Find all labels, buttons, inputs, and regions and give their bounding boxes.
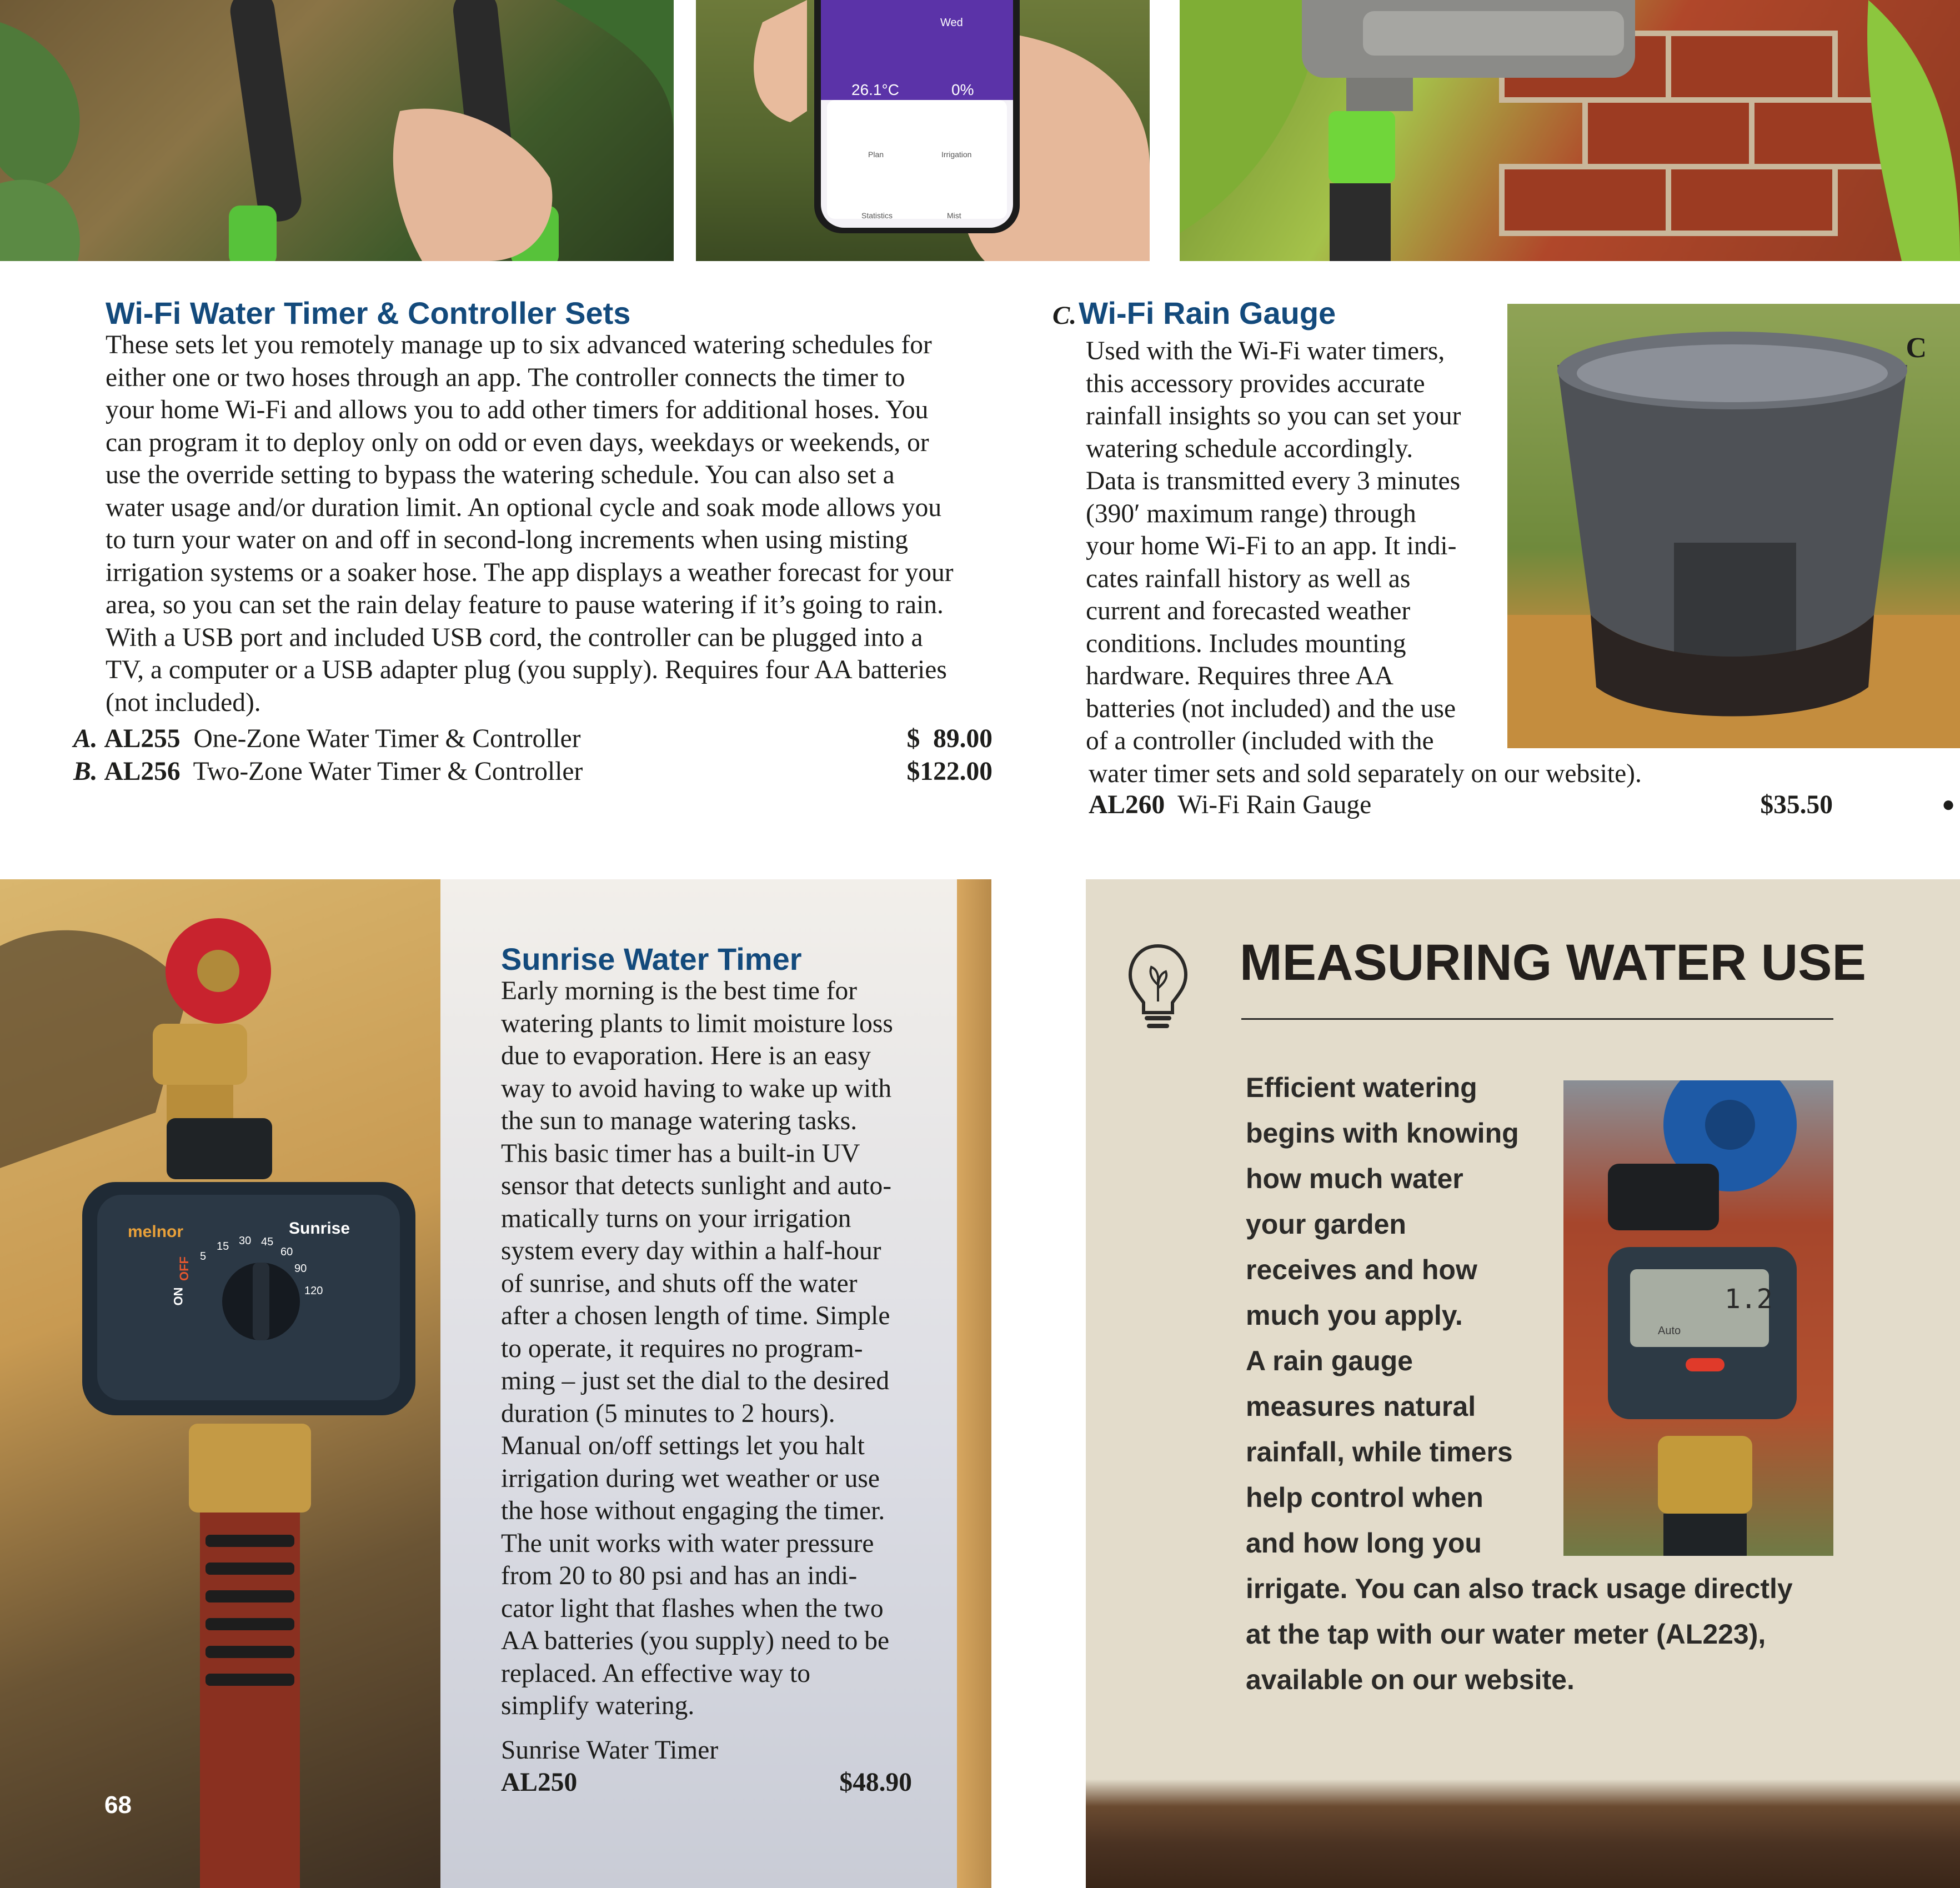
text-line: watering schedule accordingly.	[1086, 434, 1413, 463]
text-line: AA batteries (you supply) need to be	[501, 1626, 890, 1655]
text-line: this accessory provides accurate	[1086, 369, 1425, 398]
text-line: your home Wi-Fi and allows you to add other timers for additional hoses. You	[106, 395, 929, 424]
text-line: irrigate. You can also track usage directly	[1246, 1573, 1793, 1604]
dial-off-label: OFF	[177, 1256, 191, 1281]
meter-mode: Auto	[1658, 1325, 1681, 1337]
photo-letter-c: C	[1906, 332, 1927, 364]
device-brand-label: melnor	[128, 1223, 184, 1241]
text-line: A rain gauge	[1246, 1345, 1413, 1376]
wifi-timer-section	[106, 296, 994, 719]
water-meter-illustration	[1563, 1080, 1833, 1556]
rain-gauge-photo	[1507, 304, 1960, 748]
item-sku: AL260	[1089, 790, 1165, 819]
price-row-al260	[1089, 789, 1833, 822]
text-line: (not included).	[106, 688, 261, 717]
item-name: Wi-Fi Rain Gauge	[1177, 790, 1372, 819]
measuring-title: MEASURING WATER USE	[1240, 934, 1866, 991]
text-line: sensor that detects sunlight and auto-	[501, 1171, 892, 1200]
phone-temperature: 26.1°C	[851, 81, 899, 98]
dial-tick-label: 60	[280, 1246, 293, 1258]
item-price: $122.00	[906, 757, 992, 786]
rain-gauge-title: Wi-Fi Rain Gauge	[1079, 296, 1336, 330]
text-line: replaced. An effective way to	[501, 1659, 810, 1688]
text-line: water usage and/or duration limit. An optional cycle and soak mode allows you	[106, 493, 942, 522]
dial-tick-label: 5	[200, 1250, 207, 1263]
text-line: due to evaporation. Here is an easy	[501, 1041, 871, 1070]
text-line: Data is transmitted every 3 minutes	[1086, 467, 1461, 495]
text-line: to turn your water on and off in second-long increments when using misting	[106, 525, 908, 554]
text-line: use the override setting to bypass the watering schedule. You can also set a	[106, 460, 895, 489]
text-line: your garden	[1246, 1209, 1406, 1240]
text-line: Early morning is the best time for	[501, 976, 858, 1005]
soil-strip	[1086, 1779, 1960, 1888]
sunrise-section	[501, 942, 945, 1722]
text-line: irrigation systems or a soaker hose. The app displays a weather forecast for your	[106, 558, 954, 587]
dial-tick-label: 90	[294, 1263, 307, 1275]
phone-menu-mist: Mist	[947, 211, 961, 220]
item-price: $35.50	[1760, 790, 1833, 819]
measuring-water-panel	[1086, 879, 1960, 1888]
text-line: Efficient watering	[1246, 1072, 1477, 1103]
dial-tick-label: 120	[304, 1285, 323, 1297]
title-divider	[1241, 1018, 1833, 1020]
item-price: $ 89.00	[906, 724, 992, 753]
meter-reading: 1.2	[1725, 1284, 1773, 1315]
price-row-al255	[73, 723, 992, 755]
text-line: help control when	[1246, 1482, 1483, 1513]
hose-timer-photo-a	[0, 0, 674, 261]
lightbulb-icon	[1125, 940, 1191, 1035]
item-sku: AL250	[501, 1768, 578, 1797]
dial-tick-label: 45	[261, 1236, 274, 1248]
price-row-al250	[501, 1766, 912, 1799]
text-line: much you apply.	[1246, 1300, 1463, 1331]
text-line: rainfall insights so you can set your	[1086, 402, 1461, 430]
phone-day-label: Wed	[940, 17, 963, 29]
hose-grip-illustration	[0, 0, 674, 261]
phone-menu-irrigation: Irrigation	[941, 150, 972, 159]
text-line: watering plants to limit moisture loss	[501, 1009, 893, 1038]
text-line: Manual on/off settings let you halt	[501, 1431, 865, 1460]
wifi-timer-description	[106, 329, 994, 719]
text-line: duration (5 minutes to 2 hours).	[501, 1399, 835, 1428]
dial-tick-label: 15	[217, 1240, 229, 1253]
text-line: irrigation during wet weather or use	[501, 1464, 880, 1493]
sunrise-product-name: Sunrise Water Timer	[501, 1736, 719, 1765]
text-line: to operate, it requires no program-	[501, 1334, 863, 1363]
text-line: With a USB port and included USB cord, the controller can be plugged into a	[106, 623, 923, 652]
page-number: 68	[104, 1791, 132, 1819]
phone-menu-statistics: Statistics	[861, 211, 893, 220]
text-line: This basic timer has a built-in UV	[501, 1139, 860, 1168]
text-line: cates rainfall history as well as	[1086, 564, 1411, 593]
text-line: of a controller (included with the	[1086, 727, 1434, 755]
text-line: simplify watering.	[501, 1691, 695, 1720]
text-line: current and forecasted weather	[1086, 597, 1411, 625]
item-name: One-Zone Water Timer & Controller	[193, 724, 581, 753]
phone-app-photo	[696, 0, 1150, 261]
text-line: system every day within a half-hour	[501, 1236, 881, 1265]
text-line: The unit works with water pressure	[501, 1529, 874, 1558]
text-line: batteries (not included) and the use	[1086, 694, 1456, 723]
text-line: TV, a computer or a USB adapter plug (you supply). Requires four AA batteries	[106, 655, 947, 684]
price-row-al256	[73, 755, 992, 788]
phone-humidity: 0%	[951, 81, 974, 98]
sunrise-timer-illustration	[0, 879, 440, 1888]
text-line: hardware. Requires three AA	[1086, 662, 1393, 690]
text-line: from 20 to 80 psi and has an indi-	[501, 1561, 858, 1590]
text-line: at the tap with our water meter (AL223),	[1246, 1619, 1766, 1650]
wifi-timer-title: Wi-Fi Water Timer & Controller Sets	[106, 296, 631, 330]
text-line: begins with knowing	[1246, 1118, 1519, 1149]
text-line: after a chosen length of time. Simple	[501, 1301, 890, 1330]
text-line: (390′ maximum range) through	[1086, 499, 1416, 528]
sunrise-panel-edge	[957, 879, 991, 1888]
dial-on-label: ON	[171, 1287, 186, 1306]
text-line: either one or two hoses through an app. The controller connects the timer to	[106, 363, 905, 392]
hose-connector-photo	[1180, 0, 1960, 261]
text-line: rainfall, while timers	[1246, 1436, 1513, 1468]
item-sku: AL256	[104, 757, 181, 786]
text-line: matically turns on your irrigation	[501, 1204, 851, 1233]
item-price: $48.90	[839, 1768, 912, 1797]
item-letter: A.	[73, 724, 98, 753]
text-line: Used with the Wi-Fi water timers,	[1086, 337, 1445, 365]
text-line: receives and how	[1246, 1254, 1477, 1285]
item-sku: AL255	[104, 724, 181, 753]
text-line: ming – just set the dial to the desired	[501, 1366, 890, 1395]
device-model-label: Sunrise	[289, 1219, 350, 1238]
text-line: available on our website.	[1246, 1664, 1575, 1695]
text-line: how much water	[1246, 1163, 1463, 1194]
rain-gauge-illustration	[1507, 304, 1960, 748]
text-line: the hose without engaging the timer.	[501, 1496, 885, 1525]
sunrise-title: Sunrise Water Timer	[501, 942, 802, 976]
water-meter-photo	[1563, 1080, 1833, 1556]
rain-gauge-letter: C.	[1052, 301, 1077, 330]
text-line: water timer sets and sold separately on our website).	[1089, 759, 1642, 788]
text-line: area, so you can set the rain delay feature to pause watering if it’s going to rain.	[106, 590, 944, 619]
phone-menu-plan: Plan	[868, 150, 884, 159]
connector-illustration	[1180, 0, 1960, 261]
dial-tick-label: 30	[239, 1235, 252, 1247]
bullet-dot: ●	[1942, 792, 1956, 817]
text-line: cator light that flashes when the two	[501, 1594, 884, 1623]
text-line: can program it to deploy only on odd or even days, weekdays or weekends, or	[106, 428, 929, 457]
text-line: the sun to manage watering tasks.	[501, 1106, 858, 1135]
phone-illustration	[696, 0, 1150, 261]
text-line: your home Wi-Fi to an app. It indi-	[1086, 532, 1457, 560]
sunrise-timer-photo	[0, 879, 440, 1888]
text-line: way to avoid having to wake up with	[501, 1074, 892, 1103]
sunrise-description	[501, 975, 945, 1722]
text-line: of sunrise, and shuts off the water	[501, 1269, 858, 1298]
text-line: These sets let you remotely manage up to six advanced watering schedules for	[106, 330, 932, 359]
text-line: measures natural	[1246, 1391, 1476, 1422]
text-line: conditions. Includes mounting	[1086, 629, 1406, 658]
text-line: and how long you	[1246, 1528, 1482, 1559]
item-letter: B.	[73, 757, 98, 786]
item-name: Two-Zone Water Timer & Controller	[193, 757, 583, 786]
